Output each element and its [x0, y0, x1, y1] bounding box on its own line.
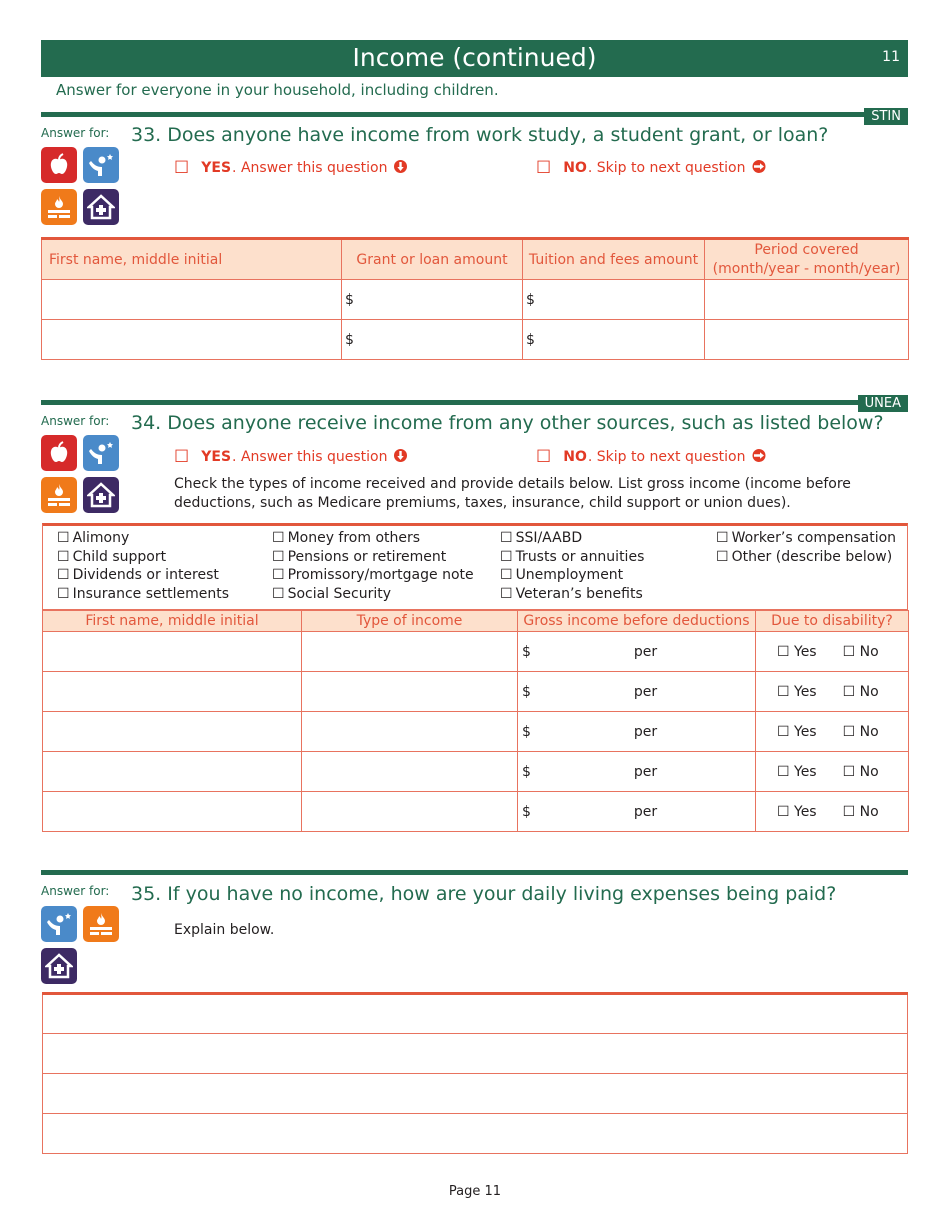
q33-col-period — [705, 239, 909, 280]
q33-col-period-line2: (month/year - month/year) — [712, 260, 901, 277]
income-type-checkbox[interactable]: ☐ Alimony — [57, 529, 229, 548]
q33-col-period-line1: Period covered — [754, 241, 859, 258]
q33-yes-checkbox[interactable]: ☐ — [174, 158, 190, 178]
q34-table-row — [43, 672, 909, 712]
disability-no-checkbox[interactable]: ☐ No — [842, 803, 879, 820]
q33-name-cell[interactable] — [42, 320, 342, 360]
q33-name-cell[interactable] — [42, 280, 342, 320]
q33-period-cell[interactable] — [705, 320, 909, 360]
q34-type-cell[interactable] — [302, 792, 518, 832]
q34-income-types-col2 — [272, 529, 474, 603]
q34-name-cell[interactable] — [43, 752, 302, 792]
apple-icon — [41, 147, 77, 183]
q34-name-cell[interactable] — [43, 632, 302, 672]
q34-name-cell[interactable] — [43, 672, 302, 712]
q33-divider — [41, 112, 908, 117]
q34-instructions — [174, 475, 851, 513]
disability-yes-checkbox[interactable]: ☐ Yes — [777, 683, 817, 700]
q33-col-tuition: Tuition and fees amount — [523, 239, 705, 280]
q33-no-checkbox[interactable]: ☐ — [536, 158, 552, 178]
q34-col-name: First name, middle initial — [43, 611, 302, 632]
disability-yes-checkbox[interactable]: ☐ Yes — [777, 763, 817, 780]
q35-answer-line[interactable] — [43, 1114, 908, 1154]
per-label: per — [633, 683, 658, 700]
q34-gross-cell[interactable] — [518, 632, 756, 672]
arrow-down-icon — [393, 159, 408, 178]
arrow-right-icon — [751, 159, 767, 178]
house-icon — [83, 477, 119, 513]
disability-yes-checkbox[interactable]: ☐ Yes — [777, 803, 817, 820]
q34-instructions-line1: Check the types of income received and provide details below. List gross income (income before — [174, 476, 851, 492]
q34-instructions-line2: deductions, such as Medicare premiums, taxes, insurance, child support or union dues). — [174, 495, 791, 511]
q34-col-gross: Gross income before deductions — [518, 611, 756, 632]
q33-yes-label: YES — [201, 160, 232, 176]
page-footer: Page 11 — [448, 1184, 502, 1199]
disability-yes-checkbox[interactable]: ☐ Yes — [777, 723, 817, 740]
q34-table-row — [43, 632, 909, 672]
q34-no-checkbox[interactable]: ☐ — [536, 447, 552, 467]
dollar-sign: $ — [522, 683, 531, 700]
q34-income-types-col1 — [57, 529, 229, 603]
income-type-checkbox[interactable]: ☐ Other (describe below) — [716, 548, 896, 567]
q34-answer-for-label: Answer for: — [41, 414, 110, 428]
q34-yes-label: YES — [201, 449, 232, 465]
q33-period-cell[interactable] — [705, 280, 909, 320]
q35-divider — [41, 870, 908, 875]
income-type-checkbox[interactable]: ☐ Worker’s compensation — [716, 529, 896, 548]
income-type-checkbox[interactable]: ☐ Dividends or interest — [57, 566, 229, 585]
q33-tuition-cell[interactable]: $ — [523, 280, 705, 320]
dollar-sign: $ — [522, 803, 531, 820]
income-type-checkbox[interactable]: ☐ Veteran’s benefits — [500, 585, 644, 604]
q34-gross-cell[interactable] — [518, 672, 756, 712]
dollar-sign: $ — [522, 643, 531, 660]
q34-code-tag: UNEA — [858, 395, 908, 412]
q34-yes-option[interactable] — [174, 447, 408, 467]
q34-name-cell[interactable] — [43, 712, 302, 752]
q34-type-cell[interactable] — [302, 752, 518, 792]
q34-disability-cell — [756, 712, 909, 752]
q33-no-label: NO — [563, 160, 587, 176]
income-type-checkbox[interactable]: ☐ Child support — [57, 548, 229, 567]
income-type-checkbox[interactable]: ☐ Pensions or retirement — [272, 548, 474, 567]
q34-yes-instruction: . Answer this question — [232, 449, 388, 465]
q34-type-cell[interactable] — [302, 632, 518, 672]
q33-yes-option[interactable] — [174, 158, 408, 178]
fire-icon — [41, 477, 77, 513]
child-icon — [83, 435, 119, 471]
per-label: per — [633, 763, 658, 780]
disability-no-checkbox[interactable]: ☐ No — [842, 683, 879, 700]
q33-col-name: First name, middle initial — [42, 239, 342, 280]
q34-disability-cell — [756, 792, 909, 832]
income-type-checkbox[interactable]: ☐ Insurance settlements — [57, 585, 229, 604]
q35-answer-for-label: Answer for: — [41, 884, 110, 898]
q35-answer-line[interactable] — [43, 994, 908, 1034]
q34-table-row — [43, 752, 909, 792]
per-label: per — [633, 723, 658, 740]
income-type-checkbox[interactable]: ☐ Unemployment — [500, 566, 644, 585]
house-icon — [83, 189, 119, 225]
page-title: Income (continued) — [352, 43, 597, 72]
q33-table — [41, 237, 909, 360]
q33-code-tag: STIN — [864, 108, 908, 125]
q34-table-row — [43, 712, 909, 752]
apple-icon — [41, 435, 77, 471]
q34-no-label: NO — [563, 449, 587, 465]
q34-question-title: 34. Does anyone receive income from any other sources, such as listed below? — [131, 412, 884, 434]
disability-no-checkbox[interactable]: ☐ No — [842, 643, 879, 660]
q34-type-cell[interactable] — [302, 672, 518, 712]
dollar-sign: $ — [522, 723, 531, 740]
q34-gross-cell[interactable] — [518, 752, 756, 792]
q35-answer-lines — [42, 992, 908, 1154]
income-type-checkbox[interactable]: ☐ SSI/AABD — [500, 529, 644, 548]
q34-col-disability: Due to disability? — [756, 611, 909, 632]
q33-no-instruction: . Skip to next question — [587, 160, 746, 176]
q34-no-option[interactable] — [536, 447, 767, 467]
q33-grant-cell[interactable]: $ — [342, 320, 523, 360]
page-subtitle: Answer for everyone in your household, including children. — [56, 81, 499, 99]
disability-no-checkbox[interactable]: ☐ No — [842, 723, 879, 740]
q34-income-types-col3 — [500, 529, 644, 603]
q33-no-option[interactable] — [536, 158, 767, 178]
q35-answer-line[interactable] — [43, 1074, 908, 1114]
disability-yes-checkbox[interactable]: ☐ Yes — [777, 643, 817, 660]
q33-answer-for-label: Answer for: — [41, 126, 110, 140]
q34-table-row — [43, 792, 909, 832]
income-type-checkbox[interactable]: ☐ Trusts or annuities — [500, 548, 644, 567]
fire-icon — [83, 906, 119, 942]
q33-question-title: 33. Does anyone have income from work study, a student grant, or loan? — [131, 124, 829, 146]
q35-question-title: 35. If you have no income, how are your daily living expenses being paid? — [131, 883, 837, 905]
q34-type-cell[interactable] — [302, 712, 518, 752]
q34-divider — [41, 400, 908, 405]
q34-gross-cell[interactable] — [518, 712, 756, 752]
per-label: per — [633, 803, 658, 820]
q33-yes-instruction: . Answer this question — [232, 160, 388, 176]
q33-table-row — [42, 280, 909, 320]
child-icon — [41, 906, 77, 942]
q34-gross-cell[interactable] — [518, 792, 756, 832]
q35-instructions: Explain below. — [174, 922, 275, 938]
q34-disability-cell — [756, 752, 909, 792]
q34-name-cell[interactable] — [43, 792, 302, 832]
income-type-checkbox[interactable]: ☐ Money from others — [272, 529, 474, 548]
q33-table-row — [42, 320, 909, 360]
q34-col-type: Type of income — [302, 611, 518, 632]
q34-yes-checkbox[interactable]: ☐ — [174, 447, 190, 467]
page-header — [41, 40, 908, 77]
q33-col-grant: Grant or loan amount — [342, 239, 523, 280]
q34-no-instruction: . Skip to next question — [587, 449, 746, 465]
q34-income-types-col4 — [716, 529, 896, 566]
child-icon — [83, 147, 119, 183]
per-label: per — [633, 643, 658, 660]
fire-icon — [41, 189, 77, 225]
q34-table — [42, 610, 909, 832]
income-type-checkbox[interactable]: ☐ Social Security — [272, 585, 474, 604]
q35-answer-line[interactable] — [43, 1034, 908, 1074]
header-page-number: 11 — [882, 49, 900, 65]
arrow-down-icon — [393, 448, 408, 467]
q34-disability-cell — [756, 632, 909, 672]
house-icon — [41, 948, 77, 984]
q33-grant-cell[interactable]: $ — [342, 280, 523, 320]
q34-disability-cell — [756, 672, 909, 712]
income-type-checkbox[interactable]: ☐ Promissory/mortgage note — [272, 566, 474, 585]
dollar-sign: $ — [522, 763, 531, 780]
arrow-right-icon — [751, 448, 767, 467]
disability-no-checkbox[interactable]: ☐ No — [842, 763, 879, 780]
q33-tuition-cell[interactable]: $ — [523, 320, 705, 360]
